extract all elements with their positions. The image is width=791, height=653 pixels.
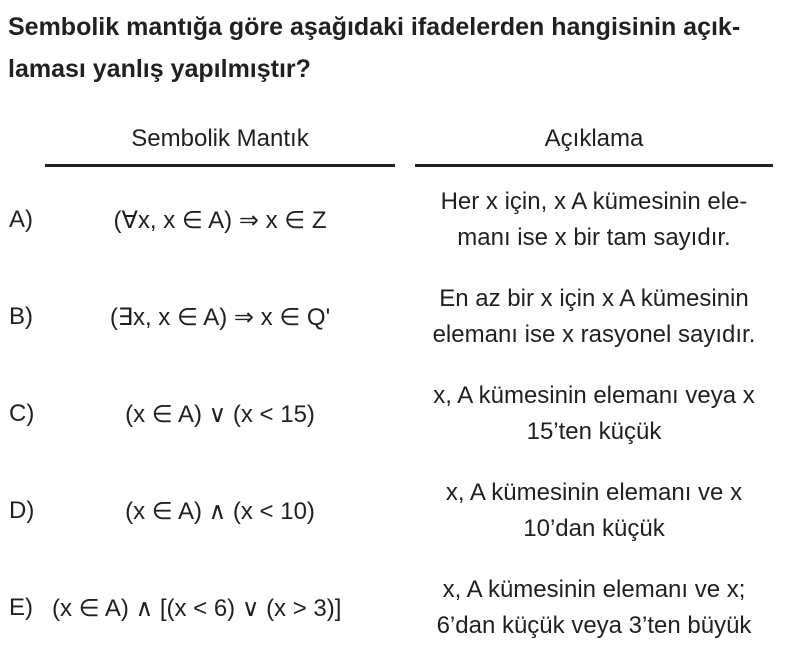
option-expression: (x ∈ A) ∨ (x < 15): [125, 400, 315, 428]
option-description: [408, 471, 780, 551]
option-letter: B): [9, 303, 33, 330]
question-line-2: laması yanlış yapılmıştır?: [8, 55, 311, 83]
option-expression: (x ∈ A) ∧ (x < 10): [125, 497, 315, 525]
description-line-1: En az bir x için x A kümesinin: [439, 285, 749, 312]
option-row-a: [0, 180, 791, 260]
option-row-b: [0, 277, 791, 357]
question-line-1: Sembolik mantığa göre aşağıdaki ifadelerden hangisinin açık-: [8, 13, 741, 41]
description-line-2: manı ise x bir tam sayıdır.: [457, 224, 731, 251]
header-rule-right: [415, 164, 773, 167]
option-row-d: [0, 471, 791, 551]
option-description: [408, 568, 780, 648]
option-letter: A): [9, 206, 33, 233]
option-expression: (∀x, x ∈ A) ⇒ x ∈ Z: [113, 206, 327, 234]
option-row-e: [0, 568, 791, 648]
description-line-2: 15’ten küçük: [526, 418, 662, 445]
description-line-2: elemanı ise x rasyonel sayıdır.: [432, 321, 756, 348]
description-line-1: x, A kümesinin elemanı ve x;: [442, 576, 746, 603]
description-line-1: x, A kümesinin elemanı ve x: [445, 479, 743, 506]
option-expression: (x ∈ A) ∧ [(x < 6) ∨ (x > 3)]: [52, 594, 342, 622]
option-letter: E): [9, 594, 33, 621]
option-description: [408, 277, 780, 357]
description-line-1: Her x için, x A kümesinin ele-: [440, 188, 748, 215]
option-letter: C): [9, 400, 35, 427]
column-header-explanation: Açıklama: [544, 125, 644, 152]
description-line-1: x, A kümesinin elemanı veya x: [433, 382, 755, 409]
option-description: [408, 180, 780, 260]
header-rule-left: [45, 164, 395, 167]
column-header-symbolic-logic: Sembolik Mantık: [131, 125, 309, 152]
description-line-2: 10’dan küçük: [523, 515, 665, 542]
option-letter: D): [9, 497, 35, 524]
option-description: [408, 374, 780, 454]
option-expression: (∃x, x ∈ A) ⇒ x ∈ Q': [109, 303, 331, 331]
description-line-2: 6’dan küçük veya 3’ten büyük: [436, 612, 752, 639]
question-text: [8, 6, 788, 90]
option-row-c: [0, 374, 791, 454]
